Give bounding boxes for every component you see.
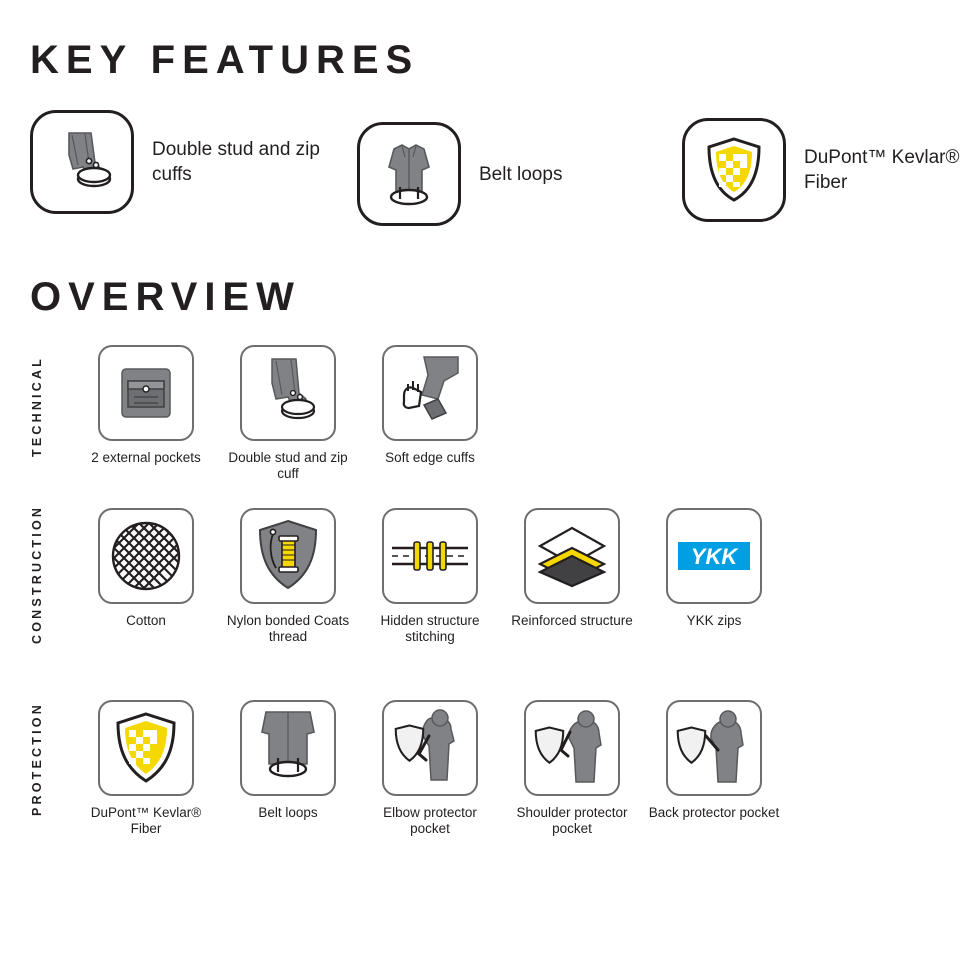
pocket-icon xyxy=(98,345,194,441)
layers-icon xyxy=(524,508,620,604)
overview-item-caption: Cotton xyxy=(126,613,166,628)
overview-item-caption: Soft edge cuffs xyxy=(385,450,475,465)
overview-item-caption: Reinforced structure xyxy=(511,613,633,628)
elbow-protector-icon xyxy=(382,700,478,796)
overview-item-caption: Belt loops xyxy=(258,805,318,820)
cotton-weave-icon xyxy=(98,508,194,604)
belt-loops-icon xyxy=(240,700,336,796)
overview-item-caption: Hidden structure stitching xyxy=(380,613,480,644)
key-feature-label: Belt loops xyxy=(479,163,563,185)
key-feature-item-kevlar[interactable] xyxy=(682,118,960,222)
overview-item-back-protector-pocket[interactable] xyxy=(643,700,785,837)
key-feature-label: DuPont™ Kevlar® Fiber xyxy=(804,147,960,193)
category-label-technical: TECHNICAL xyxy=(30,355,44,457)
kevlar-shield-icon xyxy=(98,700,194,796)
svg-text:YKK: YKK xyxy=(690,544,738,569)
overview-item-ykk-zips[interactable] xyxy=(643,508,785,645)
overview-item-belt-loops[interactable] xyxy=(217,700,359,837)
key-feature-item-cuffs[interactable] xyxy=(30,110,332,214)
back-protector-icon xyxy=(666,700,762,796)
overview-item-nylon-bonded-coats-thread[interactable] xyxy=(217,508,359,645)
overview-item-elbow-protector-pocket[interactable] xyxy=(359,700,501,837)
overview-item-caption: 2 external pockets xyxy=(91,450,201,465)
overview-item-cotton[interactable] xyxy=(75,508,217,645)
jacket-belt-loops-icon xyxy=(357,122,461,226)
key-features-row xyxy=(30,110,960,225)
category-label-construction: CONSTRUCTION xyxy=(30,504,44,644)
overview-items-technical xyxy=(75,345,501,482)
overview-heading: OVERVIEW xyxy=(30,275,301,319)
overview-item-reinforced-structure[interactable] xyxy=(501,508,643,645)
overview-item-caption: Back protector pocket xyxy=(648,805,780,820)
category-label-protection: PROTECTION xyxy=(30,702,44,816)
overview-item-2-external-pockets[interactable] xyxy=(75,345,217,482)
stitching-icon xyxy=(382,508,478,604)
overview-item-caption: Shoulder protector pocket xyxy=(516,805,628,836)
overview-items-protection xyxy=(75,700,785,837)
overview-item-caption: Nylon bonded Coats thread xyxy=(226,613,350,644)
cuff-icon xyxy=(240,345,336,441)
overview-item-double-stud-zip-cuff[interactable] xyxy=(217,345,359,482)
shoulder-protector-icon xyxy=(524,700,620,796)
overview-item-caption: YKK zips xyxy=(686,613,742,628)
overview-item-kevlar-fiber[interactable] xyxy=(75,700,217,837)
overview-item-soft-edge-cuffs[interactable] xyxy=(359,345,501,482)
soft-edge-cuff-icon xyxy=(382,345,478,441)
overview-item-caption: Double stud and zip cuff xyxy=(228,450,348,481)
overview-items-construction xyxy=(75,508,785,645)
overview-item-caption: DuPont™ Kevlar® Fiber xyxy=(90,805,202,836)
ykk-logo-icon xyxy=(666,508,762,604)
key-features-heading: KEY FEATURES xyxy=(30,38,420,82)
overview-item-shoulder-protector-pocket[interactable] xyxy=(501,700,643,837)
key-feature-label: Double stud and zip cuffs xyxy=(152,139,320,185)
kevlar-shield-icon xyxy=(682,118,786,222)
overview-item-caption: Elbow protector pocket xyxy=(383,805,477,836)
cuff-icon xyxy=(30,110,134,214)
thread-shield-icon xyxy=(240,508,336,604)
key-feature-item-belt-loops[interactable] xyxy=(357,122,562,226)
overview-item-hidden-structure-stitching[interactable] xyxy=(359,508,501,645)
